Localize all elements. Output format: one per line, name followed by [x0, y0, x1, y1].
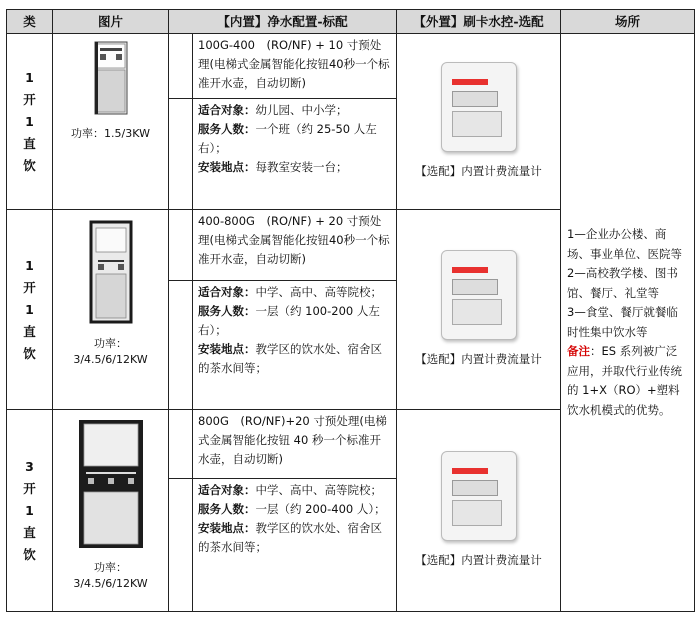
card-meter-image	[441, 451, 517, 541]
config-text: 100G-400 (RO/NF) + 10 寸预处理(电梯式金属智能化按钮40秒一个标准开水壶，自动切断)	[198, 38, 390, 90]
spacer-cell	[169, 479, 193, 612]
category-cell: 1 开 1 直 饮	[7, 34, 53, 210]
header-row	[7, 10, 695, 34]
header-image: 图片	[53, 10, 169, 34]
header-external-config: 【外置】刷卡水控-选配	[397, 10, 561, 34]
power-value: 3/4.5/6/12KW	[73, 577, 148, 590]
header-category: 类	[7, 10, 53, 34]
power-label: 功率：	[94, 337, 127, 350]
external-cell	[397, 34, 561, 210]
config-cell	[193, 410, 397, 479]
config-cell	[193, 34, 397, 99]
config-cell	[193, 210, 397, 281]
note-text: ：ES 系列被广泛应用，并取代行业传统的 1+X（RO）+塑料饮水机模式的优势。	[567, 344, 683, 417]
card-meter-image	[441, 62, 517, 152]
external-label: 【选配】内置计费流量计	[415, 553, 542, 567]
details-cell: 适合对象：中学、高中、高等院校； 服务人数：一层（约 200-400 人）； 安装地点：教学区的饮水处、宿舍区的茶水间等；	[193, 479, 397, 612]
external-label: 【选配】内置计费流量计	[415, 164, 542, 178]
spacer-cell	[169, 281, 193, 410]
product-image-cell	[53, 34, 169, 210]
venue-line-2: 2—高校教学楼、图书馆、餐厅、礼堂等	[567, 266, 678, 300]
category-cell: 1 开 1 直 饮	[7, 210, 53, 410]
header-venue: 场所	[561, 10, 695, 34]
card-meter-image	[441, 250, 517, 340]
external-label: 【选配】内置计费流量计	[415, 352, 542, 366]
venue-cell	[561, 34, 695, 612]
power-label: 功率：1.5/3KW	[71, 127, 150, 140]
spacer-cell	[169, 99, 193, 210]
header-internal-config: 【内置】净水配置-标配	[169, 10, 397, 34]
spacer-cell	[169, 210, 193, 281]
details-cell: 适合对象：中学、高中、高等院校； 服务人数：一层（约 100-200 人左右）； 安装地点：教学区的饮水处、宿舍区的茶水间等；	[193, 281, 397, 410]
product-config-table	[6, 9, 695, 612]
note-label: 备注	[567, 344, 591, 358]
config-text: 400-800G (RO/NF) + 20 寸预处理(电梯式金属智能化按钮40秒一个标准开水壶，自动切断)	[198, 214, 390, 266]
water-dispenser-image	[91, 40, 131, 116]
external-cell	[397, 210, 561, 410]
category-cell: 3 开 1 直 饮	[7, 410, 53, 612]
spacer-cell	[169, 34, 193, 99]
venue-line-3: 3—食堂、餐厅就餐临时性集中饮水等	[567, 305, 678, 339]
config-text: 800G (RO/NF)+20 寸预处理(电梯式金属智能化按钮 40 秒一个标准开水壶，自动切断)	[198, 414, 387, 466]
water-dispenser-image	[76, 418, 146, 550]
details-cell: 适合对象：幼儿园、中小学； 服务人数：一个班（约 25-50 人左右）； 安装地点：每教室安装一台；	[193, 99, 397, 210]
table-row	[7, 34, 695, 99]
spacer-cell	[169, 410, 193, 479]
water-dispenser-image	[88, 220, 134, 324]
power-label: 功率：	[94, 561, 127, 574]
product-image-cell	[53, 410, 169, 612]
product-image-cell	[53, 210, 169, 410]
venue-line-1: 1—企业办公楼、商场、事业单位、医院等	[567, 227, 683, 261]
power-value: 3/4.5/6/12KW	[73, 353, 148, 366]
external-cell	[397, 410, 561, 612]
